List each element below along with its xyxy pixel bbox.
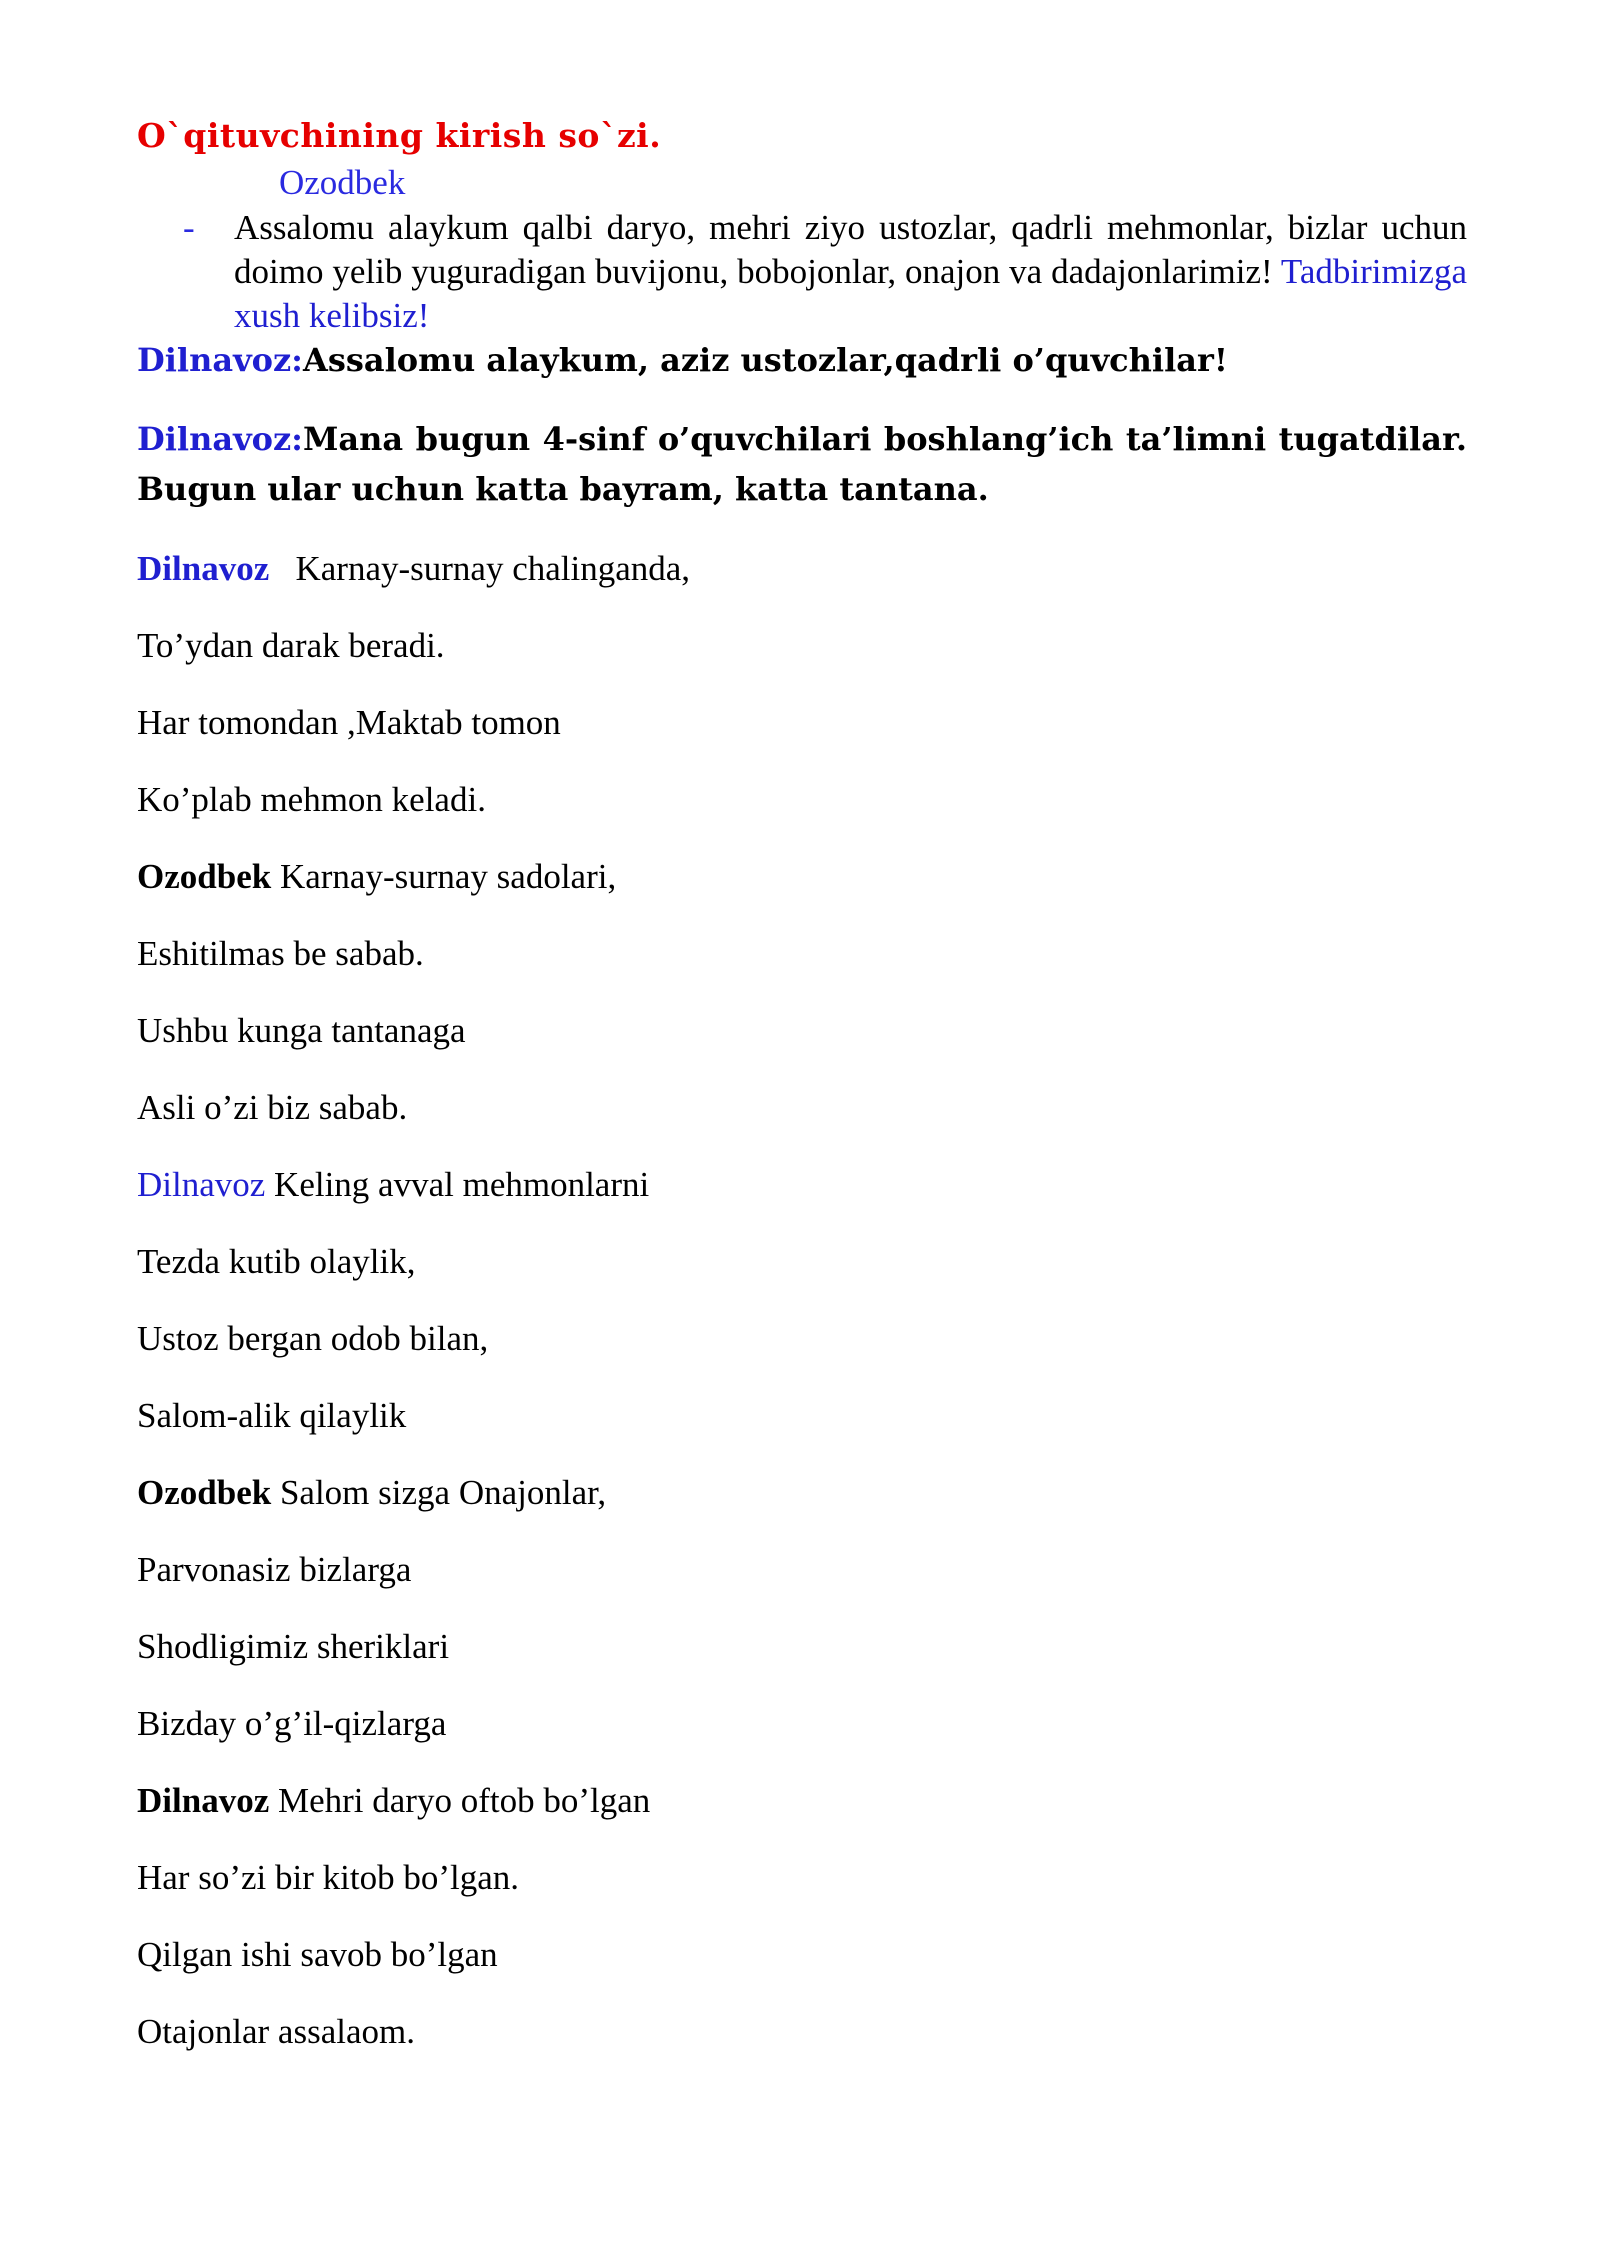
section-heading: O`qituvchining kirish so`zi.	[137, 116, 662, 155]
verse-line	[137, 514, 1467, 591]
welcome-bullet	[137, 206, 1467, 338]
welcome-text: Assalomu alaykum qalbi daryo, mehri ziyo ustozlar, qadrli mehmonlar, bizlar uchun doimo yelib yuguradigan buvijonu, bobojonlar, onajon va dadajonlarimiz!	[234, 208, 1467, 291]
verse-text: Keling avval mehmonlarni	[265, 1165, 650, 1204]
verse-line	[137, 745, 1467, 822]
verse-line	[137, 1284, 1467, 1361]
verse-text: Parvonasiz bizlarga	[137, 1550, 412, 1589]
verse-line	[137, 1669, 1467, 1746]
verse-line	[137, 1977, 1467, 2054]
speaker-label: Ozodbek	[137, 857, 272, 896]
verse-line	[137, 1207, 1467, 1284]
verse-text: Karnay-surnay sadolari,	[271, 857, 617, 896]
verse-line	[137, 1361, 1467, 1438]
verse-line	[137, 1592, 1467, 1669]
verse-text: Otajonlar assalaom.	[137, 2012, 415, 2051]
verse-line	[137, 1053, 1467, 1130]
speaker-label: Ozodbek	[137, 1473, 272, 1512]
verse-line	[137, 1900, 1467, 1977]
verse-text: Karnay-surnay chalinganda,	[269, 549, 691, 588]
bullet-dash: -	[183, 208, 195, 247]
verse-text: Shodligimiz sheriklari	[137, 1627, 450, 1666]
verse-text: Har tomondan ,Maktab tomon	[137, 703, 561, 742]
poem-verses	[137, 514, 1467, 2054]
speaker-label: Dilnavoz	[137, 1781, 270, 1820]
verse-text: Asli o’zi biz sabab.	[137, 1088, 408, 1127]
verse-line	[137, 1130, 1467, 1207]
announcement-text: Mana bugun 4-sinf o’quvchilari boshlang’ich ta’limni tugatdilar. Bugun ular uchun katta bayram, katta tantana.	[137, 420, 1467, 508]
verse-line	[137, 899, 1467, 976]
verse-text: Ustoz bergan odob bilan,	[137, 1319, 489, 1358]
welcome-highlight: Tadbirimizga xush kelibsiz!	[234, 252, 1467, 335]
greeting-text: Assalomu alaykum, aziz ustozlar,qadrli o’quvchilar!	[302, 341, 1228, 379]
verse-text: Bizday o’g’il-qizlarga	[137, 1704, 447, 1743]
speaker-name-ozodbek: Ozodbek	[279, 163, 406, 202]
verse-text: To’ydan darak beradi.	[137, 626, 445, 665]
verse-text: Qilgan ishi savob bo’lgan	[137, 1935, 498, 1974]
verse-text: Ko’plab mehmon keladi.	[137, 780, 486, 819]
verse-line	[137, 822, 1467, 899]
announcement-paragraph	[137, 414, 1467, 514]
speaker-label: Dilnavoz	[137, 549, 270, 588]
verse-line	[137, 668, 1467, 745]
verse-text: Mehri daryo oftob bo’lgan	[269, 1781, 651, 1820]
verse-text: Salom-alik qilaylik	[137, 1396, 407, 1435]
greeting-line	[137, 338, 1467, 382]
speaker-label: Dilnavoz:	[137, 420, 303, 458]
speaker-label: Dilnavoz:	[137, 341, 303, 379]
verse-text: Eshitilmas be sabab.	[137, 934, 424, 973]
verse-text: Ushbu kunga tantanaga	[137, 1011, 466, 1050]
verse-text: Salom sizga Onajonlar,	[271, 1473, 607, 1512]
verse-line	[137, 976, 1467, 1053]
verse-line	[137, 1746, 1467, 1823]
verse-text: Tezda kutib olaylik,	[137, 1242, 416, 1281]
verse-text: Har so’zi bir kitob bo’lgan.	[137, 1858, 519, 1897]
document-body	[137, 112, 1467, 2054]
verse-line	[137, 1823, 1467, 1900]
verse-line	[137, 1515, 1467, 1592]
verse-line	[137, 1438, 1467, 1515]
speaker-label: Dilnavoz	[137, 1165, 266, 1204]
verse-line	[137, 591, 1467, 668]
